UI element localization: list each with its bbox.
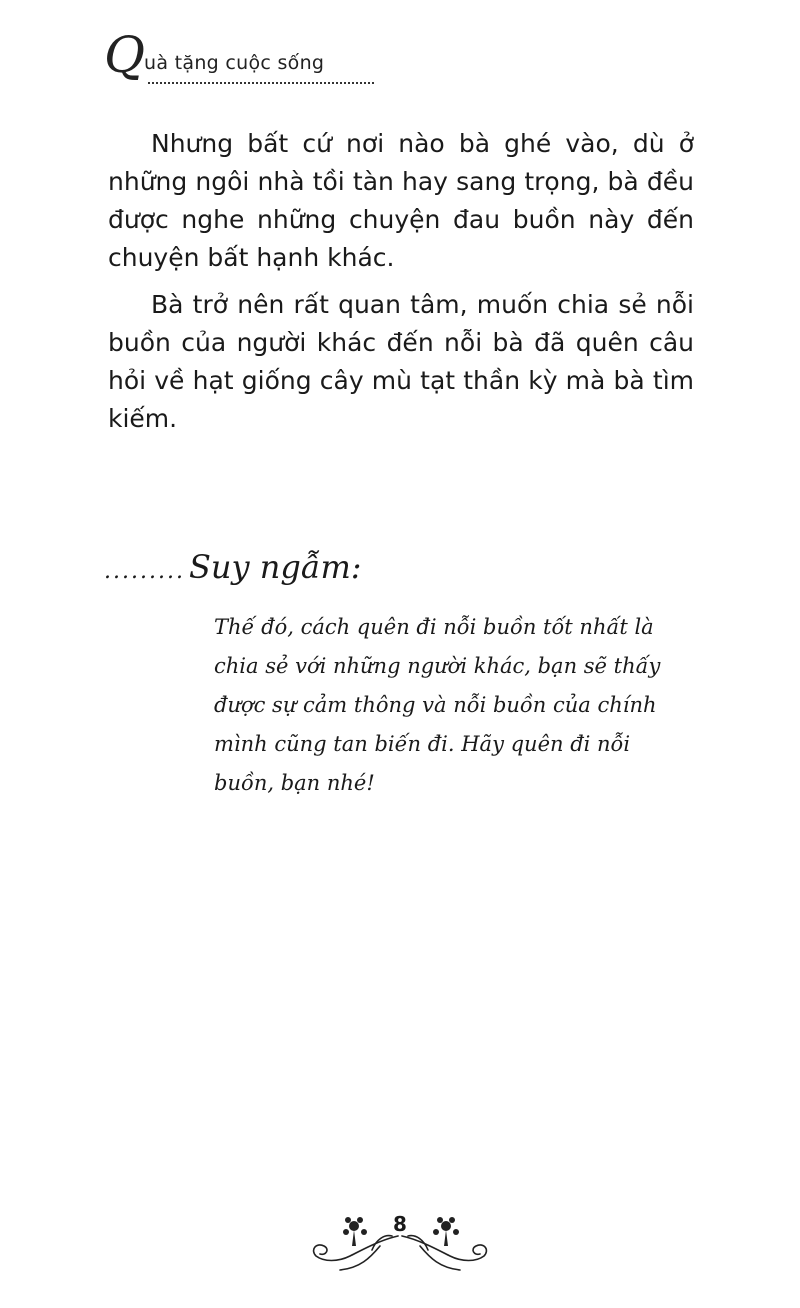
paragraph-2: Bà trở nên rất quan tâm, muốn chia sẻ nỗi buồn của người khác đến nỗi bà đã quên câu hỏi về hạt giống cây mù tạt thần kỳ mà bà tìm kiếm. <box>108 290 694 433</box>
header-title: uà tặng cuộc sống <box>144 52 325 74</box>
paragraph-1: Nhưng bất cứ nơi nào bà ghé vào, dù ở những ngôi nhà tồi tàn hay sang trọng, bà đều được nghe những chuyện đau buồn này đến chuyện bất hạnh khác. <box>108 129 694 272</box>
header-dotted-rule <box>148 82 374 84</box>
page-footer <box>310 1206 490 1276</box>
running-header <box>104 26 404 86</box>
reflection-label: Suy ngẫm: <box>188 548 362 586</box>
reflection-heading <box>104 548 362 596</box>
reflection-text: Thế đó, cách quên đi nỗi buồn tốt nhất là chia sẻ với những người khác, bạn sẽ thấy được sự cảm thông và nỗi buồn của chính mình cũng tan biến đi. Hãy quên đi nỗi buồn, bạn nhé! <box>214 615 661 795</box>
header-initial: Q <box>104 26 145 84</box>
reflection-leader-dots: ......... <box>104 559 185 584</box>
page-number: 8 <box>393 1212 407 1236</box>
